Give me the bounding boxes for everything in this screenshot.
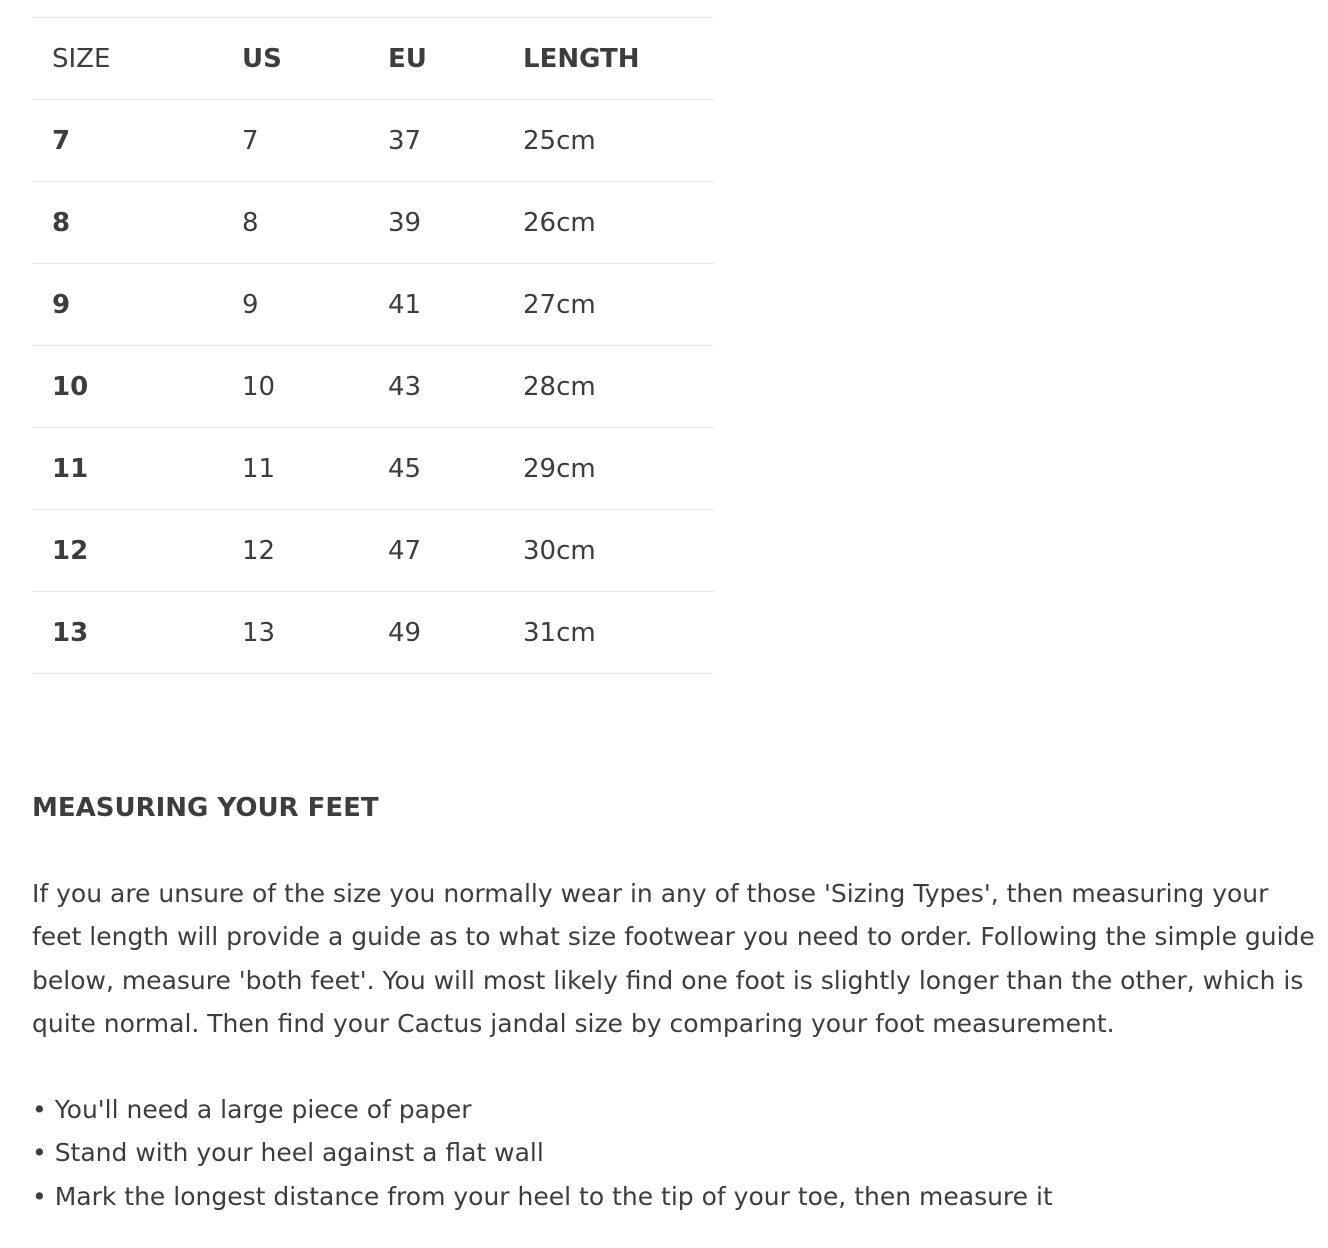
table-header-row: [32, 18, 714, 100]
cell-us: 10: [242, 371, 276, 402]
cell-eu: 43: [388, 371, 422, 402]
size-chart-table: [32, 17, 714, 674]
cell-size: 8: [52, 207, 71, 238]
cell-size: 9: [52, 289, 71, 320]
cell-eu: 41: [388, 289, 422, 320]
cell-length: 29cm: [523, 453, 596, 484]
cell-us: 8: [242, 207, 259, 238]
cell-length: 27cm: [523, 289, 596, 320]
table-row: [32, 592, 714, 674]
cell-us: 12: [242, 535, 276, 566]
list-item: • Mark the longest distance from your heel to the tip of your toe, then measure it: [32, 1181, 1053, 1211]
table-row: [32, 100, 714, 182]
header-length: LENGTH: [523, 43, 640, 74]
cell-us: 7: [242, 125, 259, 156]
header-eu: EU: [388, 43, 427, 74]
table-row: [32, 346, 714, 428]
table-row: [32, 182, 714, 264]
table-row: [32, 510, 714, 592]
cell-size: 10: [52, 371, 89, 402]
measuring-steps-list: [32, 1088, 1053, 1218]
cell-length: 30cm: [523, 535, 596, 566]
cell-us: 9: [242, 289, 259, 320]
cell-length: 31cm: [523, 617, 596, 648]
cell-eu: 45: [388, 453, 422, 484]
cell-length: 26cm: [523, 207, 596, 238]
cell-length: 28cm: [523, 371, 596, 402]
measuring-title: MEASURING YOUR FEET: [32, 793, 379, 823]
header-us: US: [242, 43, 282, 74]
cell-size: 7: [52, 125, 71, 156]
list-item: • Stand with your heel against a flat wall: [32, 1138, 544, 1168]
cell-size: 13: [52, 617, 89, 648]
table-row: [32, 428, 714, 510]
cell-size: 11: [52, 453, 89, 484]
header-size: SIZE: [52, 43, 111, 74]
list-item: • You'll need a large piece of paper: [32, 1095, 472, 1124]
cell-eu: 37: [388, 125, 422, 156]
cell-us: 13: [242, 617, 276, 648]
cell-eu: 39: [388, 207, 422, 238]
cell-us: 11: [242, 453, 276, 484]
cell-eu: 47: [388, 535, 422, 566]
cell-length: 25cm: [523, 125, 596, 156]
table-row: [32, 264, 714, 346]
cell-size: 12: [52, 535, 89, 566]
measuring-intro: If you are unsure of the size you normally wear in any of those 'Sizing Types', then measuring your feet length will provide a guide as to what size footwear you need to order. Following the simple guide below, measure 'both feet'. You will most likely find one foot is slightly longer than the other, which is quite normal. Then find your Cactus jandal size by comparing your foot measurement.: [32, 879, 1315, 1038]
cell-eu: 49: [388, 617, 422, 648]
